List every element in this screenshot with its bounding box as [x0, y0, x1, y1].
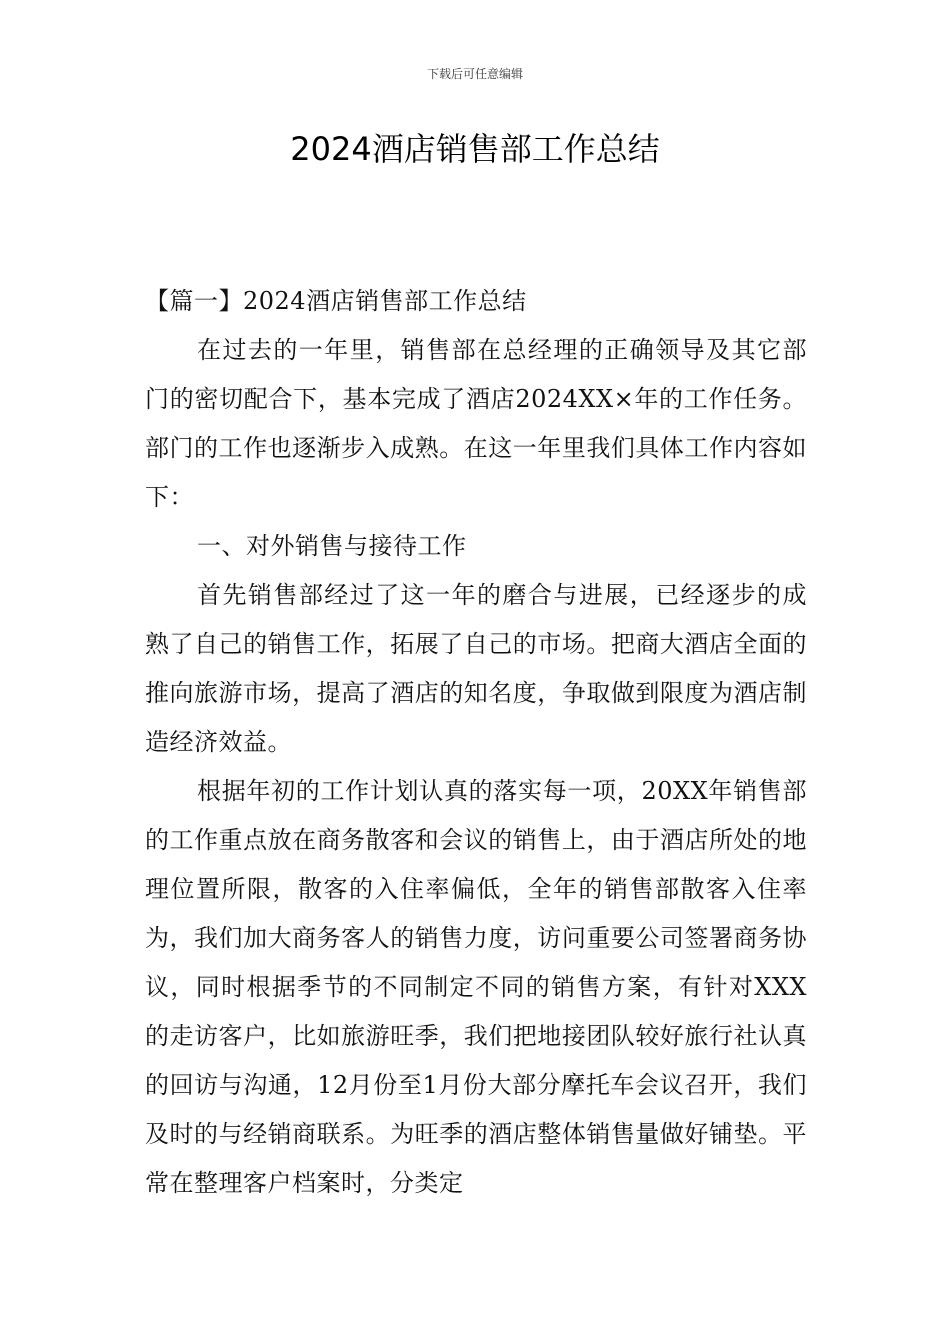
paragraph-intro: 在过去的一年里，销售部在总经理的正确领导及其它部门的密切配合下，基本完成了酒店2024XX×年的工作任务。部门的工作也逐渐步入成熟。在这一年里我们具体工作内容如下：: [145, 336, 807, 511]
header-note: 下载后可任意编辑: [426, 67, 523, 81]
document-body: [145, 277, 807, 1208]
section-heading: 【篇一】2024酒店销售部工作总结: [145, 287, 527, 315]
document-title: 2024酒店销售部工作总结: [290, 130, 660, 168]
paragraph-sales-maturity: 首先销售部经过了这一年的磨合与进展，已经逐步的成熟了自己的销售工作，拓展了自己的市场。把商大酒店全面的推向旅游市场，提高了酒店的知名度，争取做到限度为酒店制造经济效益。: [145, 581, 807, 756]
subheading-external-sales: 一、对外销售与接待工作: [197, 532, 467, 560]
paragraph-work-plan: 根据年初的工作计划认真的落实每一项，20XX年销售部的工作重点放在商务散客和会议的销售上，由于酒店所处的地理位置所限，散客的入住率偏低，全年的销售部散客入住率为，我们加大商务客人的销售力度，访问重要公司签署商务协议，同时根据季节的不同制定不同的销售方案，有针对XXX的走访客户，比如旅游旺季，我们把地接团队较好旅行社认真的回访与沟通，12月份至1月份大部分摩托车会议召开，我们及时的与经销商联系。为旺季的酒店整体销售量做好铺垫。平常在整理客户档案时，分类定: [145, 777, 807, 1197]
